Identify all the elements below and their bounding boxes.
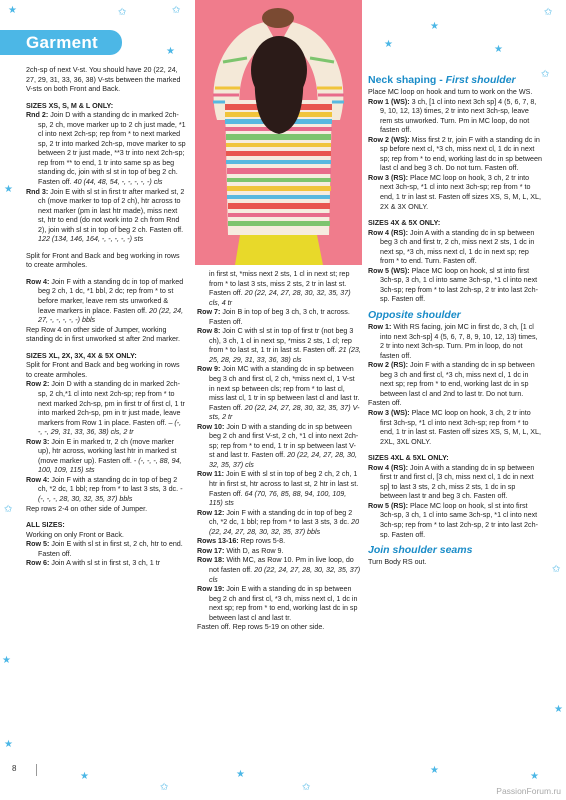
instruction-neck-row-1 [368, 98, 542, 136]
instruction-neck-row-4 [368, 229, 542, 267]
star-icon: ★ [4, 184, 13, 195]
heading-sizes-xs-l: SIZES XS, S, M & L ONLY: [26, 101, 114, 110]
star-icon: ✩ [4, 504, 13, 515]
row-label: Row 7: [197, 308, 221, 317]
star-icon: ★ [430, 21, 439, 32]
star-icon: ★ [430, 765, 439, 776]
instruction-row-6-cont [197, 270, 361, 308]
star-icon: ✩ [160, 782, 169, 793]
paragraph-repeat-row-4: Rep Row 4 on other side of Jumper, working standing dc in first unworked st after 2nd marker. [26, 325, 180, 344]
row-label: Row 9: [197, 365, 221, 374]
row-text: Join A with a standing dc in sp between beg 3 ch and first tr, 2 ch, miss next 2 sts, 1 dc in next sp, *3 ch, miss next cl, 1 dc in next sp; rep from * to end. Turn. Fasten off. [380, 228, 535, 266]
row-text: Join D with a standing dc in sp between beg 2 ch and first V-st, 2 ch, *1 cl into next 2ch-sp; rep from * to end, 1 tr in sp between last V-st and last tr. Fasten off. [209, 422, 359, 460]
heading-sizes-xl-5x: SIZES XL, 2X, 3X, 4X & 5X ONLY: [26, 351, 137, 360]
paragraph-fasten-off: Fasten off. [368, 399, 402, 408]
section-heading-opposite: Opposite shoulder [368, 309, 461, 322]
stitch-count: 20 (22, 24, 27, -, -, -, -, -) bbls [38, 306, 184, 325]
row-label: Row 5 (RS): [368, 501, 409, 510]
row-text: Join D with a standing dc in marked 2ch-sp, 2 ch, move marker up to 2 ch just made, *1 cl into next 2ch-sp; rep from * to next marked sp, 2 tr into marked 2ch-sp, move marker to sp between 2 tr just made, **3 tr into next 2ch-sp; rep from ** to end, 1 tr into same sp as beg standing dc, join with sl st in top of beg 2 ch. Fasten off. [38, 111, 186, 187]
star-icon: ★ [236, 769, 245, 780]
row-label: Row 4 (RS): [368, 228, 409, 237]
star-icon: ✩ [302, 782, 311, 793]
stitch-count: – (-, -, -, 29, 31, 33, 36, 38) cls, 2 tr [38, 418, 182, 437]
jumper-photo [195, 0, 362, 265]
row-text: Join E in marked tr, 2 ch (move marker up), htr across, working last htr in marked st (move marker up). Fasten off. [38, 437, 177, 465]
paragraph-repeat-rows: Rep rows 2-4 on other side of Jumper. [26, 504, 148, 513]
star-icon: ✩ [118, 7, 127, 18]
star-icon: ✩ [544, 7, 553, 18]
row-text: With D, as Row 9. [224, 546, 284, 555]
instruction-rnd-2 [26, 111, 186, 187]
instruction-opp-row-5 [368, 502, 542, 540]
instruction-rnd-3 [26, 188, 186, 245]
section-heading-neck [368, 74, 542, 86]
stitch-count: - (-, -, -, 88, 94, 100, 109, 115) sts [38, 456, 182, 475]
row-text: Place MC loop on hook, 3 ch, 2 tr into next 3ch-sp, *1 cl into next 3ch-sp; rep from * to end, 1 tr in last st. Fasten off sizes XS, S, M, L, XL, 2X & 3X ONLY. [380, 173, 541, 211]
row-label: Row 4: [26, 475, 50, 484]
instruction-rows-13-16 [197, 537, 361, 547]
instruction-row-17 [197, 547, 361, 557]
row-label: Row 18: [197, 556, 225, 565]
heading-sizes-4x-5x: SIZES 4X & 5X ONLY: [368, 219, 441, 228]
star-icon: ★ [80, 771, 89, 782]
instruction-row-4b [26, 476, 186, 505]
row-text: Join B in top of beg 3 ch, 3 ch, tr across. Fasten off. [209, 308, 350, 326]
instruction-row-19 [197, 585, 361, 623]
stitch-count: - (-, -, -, 28, 30, 32, 35, 37) bbls [38, 485, 183, 503]
instruction-opp-row-3 [368, 409, 542, 447]
row-text: With MC, as Row 10. Pm in live loop, do not fasten off. [209, 556, 354, 574]
instruction-row-10 [197, 423, 361, 471]
row-label: Rnd 3: [26, 187, 49, 196]
instruction-neck-row-2 [368, 136, 542, 174]
instruction-row-3 [26, 438, 186, 476]
instruction-row-11 [197, 470, 361, 508]
instruction-row-4 [26, 278, 186, 326]
paragraph-split-2: Split for Front and Back and beg working in rows to create armholes. [26, 361, 180, 379]
row-text: in first st, *miss next 2 sts, 1 cl in next st; rep from * to last 3 sts, miss 2 sts, 2 tr in last st. Fasten off. [209, 270, 350, 298]
row-text: Join E with sl st in first st, 2 ch, htr to end. Fasten off. [38, 540, 183, 558]
star-icon: ★ [4, 739, 13, 750]
star-icon: ★ [530, 771, 539, 782]
instruction-opp-row-4 [368, 464, 542, 502]
section-title: Neck shaping - [368, 74, 446, 86]
row-label: Row 11: [197, 470, 224, 479]
stitch-count: 122 (134, 146, 164, -, -, -, -, -) sts [38, 235, 144, 244]
row-text: Miss first 2 tr, join F with a standing dc in sp before next cl, *3 ch, miss next cl, 1 dc in next sp; rep from * to end, working last dc in sp between last cl and beg 3 ch. Do not turn. Fasten off. [380, 135, 542, 173]
star-icon: ★ [494, 44, 503, 55]
jumper-image [195, 0, 362, 265]
instruction-neck-row-5 [368, 267, 542, 305]
star-icon: ★ [384, 39, 393, 50]
row-text: Join F with a standing dc in top of marked beg 2 ch, 1 dc, *1 bbl, 2 dc; rep from * to st before marker, leave rem sts unworked & leave markers in place. Fasten off. [38, 277, 184, 315]
row-text: Place MC loop on hook, 3 ch, 2 tr into first 3ch-sp, *1 cl into next 3ch-sp; rep from * to end, 1 tr in last st. Fasten off sizes XS, S, M, L, XL, 2XL, 3XL ONLY. [380, 408, 541, 446]
heading-all-sizes: ALL SIZES: [26, 521, 65, 530]
row-label: Row 2 (RS): [368, 361, 409, 370]
row-label: Row 17: [197, 546, 225, 555]
row-text: Join F with a standing dc in top of beg 2 ch, *2 dc, 1 bbl; rep from * to last 3 sts, 3 dc. [209, 508, 353, 527]
row-text: Join E with a standing dc in sp between beg 2 ch and first cl, *3 ch, miss next cl, 1 dc in next sp; rep from * to end, working last dc in sp between last cl and last tr. [209, 585, 358, 622]
star-icon: ★ [8, 5, 17, 16]
row-label: Row 6: [26, 559, 50, 568]
row-label: Row 19: [197, 585, 225, 594]
row-text: Join MC with a standing dc in sp between beg 3 ch and first cl, 2 ch, *miss next cl, 1 V-st in next sp between cls; rep from * to last cl, miss last cl, 1 tr in sp between last cl and last tr. Fasten off. [209, 365, 360, 412]
row-text: Join C with sl st in top of first tr (not beg 3 ch), 3 ch, 1 cl in next sp, *miss 2 sts, 1 cl; rep from * to last st, 1 tr in last st. Fasten off. [209, 327, 354, 355]
section-heading-join: Join shoulder seams [368, 544, 473, 557]
star-icon: ★ [554, 704, 563, 715]
stitch-count: 20 (22, 24, 27, 28, 30, 32, 35, 37) cls [209, 565, 361, 584]
row-text: Join A with sl st in first st, 3 ch, 1 tr [49, 559, 161, 568]
row-label: Row 5 (WS): [368, 266, 410, 275]
row-label: Rows 13-16: [197, 537, 239, 546]
instruction-row-12 [197, 509, 361, 538]
stitch-count: 20 (22, 24, 27, 28, 30, 32, 35, 37) cls, 4 tr [209, 289, 351, 307]
instruction-row-5 [26, 540, 186, 559]
paragraph-working: Working on only Front or Back. [26, 530, 124, 539]
instruction-row-7 [197, 308, 361, 327]
page-number-divider [36, 764, 37, 776]
star-icon: ★ [2, 655, 11, 666]
paragraph-neck-intro: Place MC loop on hook and turn to work on the WS. [368, 88, 533, 96]
instruction-opp-row-1 [368, 323, 542, 361]
row-label: Row 8: [197, 327, 221, 336]
stitch-count: 20 (22, 24, 27, 28, 30, 32, 35, 37) V-sts, 2 tr [209, 403, 360, 422]
column-3 [368, 70, 542, 568]
instruction-row-2 [26, 380, 186, 437]
row-label: Row 2: [26, 380, 50, 389]
stitch-count: 21 (23, 25, 28, 29, 31, 33, 36, 38) cls [209, 346, 361, 364]
star-icon: ✩ [172, 5, 181, 16]
paragraph-intro: 2ch-sp of next V-st. You should have 20 (22, 24, 27, 29, 31, 33, 36, 38) V-sts between the marked V-sts on both Front and Back. [26, 66, 181, 94]
row-text: Place MC loop on hook, sl st into first 3ch-sp, 3 ch, 1 cl into same 3ch-sp, *1 cl into next 3ch-sp; rep from * to last 2ch-sp, 2 tr into last 2ch-sp. Fasten off. [380, 266, 538, 304]
row-label: Row 1 (WS): [368, 97, 410, 106]
row-text: Join E with sl st in top of beg 2 ch, 2 ch, 1 htr in first st, htr across to last st, 2 htr in last st. Fasten off. [209, 470, 359, 498]
row-label: Row 3 (RS): [368, 173, 409, 182]
column-1 [26, 66, 186, 569]
row-text: Join A with a standing dc in sp between first tr and first cl, [3 ch, miss next cl, 1 dc in next sp] to last 3 sts, 2 ch, miss 2 sts, 1 dc in sp between last tr and beg 3 ch. Fasten off. [380, 463, 535, 501]
row-label: Row 12: [197, 508, 225, 517]
row-label: Row 5: [26, 540, 50, 549]
section-subtitle: First shoulder [445, 74, 516, 86]
row-text: 3 ch, [1 cl into next 3ch sp] 4 (5, 6, 7, 8, 9, 10, 12, 13) times, 2 tr into next 3ch-sp, leave rem sts unworked. Turn. Pm in MC loop, do not fasten off. [380, 97, 537, 135]
star-icon: ✩ [552, 564, 561, 575]
row-label: Row 3 (WS): [368, 408, 410, 417]
paragraph-split: Split for Front and Back and beg working in rows to create armholes. [26, 251, 180, 270]
heading-sizes-4xl-5xl: SIZES 4XL & 5XL ONLY: [368, 454, 449, 463]
stitch-count: 20 (22, 24, 27, 28, 30, 32, 35, 37) bbls [209, 518, 360, 536]
page-title: Garment [26, 33, 99, 52]
paragraph-end: Fasten off. Rep rows 5-19 on other side. [197, 623, 325, 632]
row-label: Row 2 (WS): [368, 135, 410, 144]
row-text: Join F with a standing dc in top of beg 2 ch, *2 dc, 1 bbl; rep from * to last 3 sts, 3 dc. [38, 475, 181, 494]
paragraph-join: Turn Body RS out. [368, 558, 427, 567]
row-label: Rnd 2: [26, 111, 49, 120]
instruction-row-18 [197, 556, 361, 585]
row-label: Row 3: [26, 437, 50, 446]
row-text: Place MC loop on hook, sl st into first 3ch-sp, 3 ch, 1 cl into same 3ch-sp, *1 cl into next 3ch-sp; rep from * to last 2ch-sp, 2 tr into last 2ch-sp. Fasten off. [380, 501, 538, 539]
stitch-count: 64 (70, 76, 85, 88, 94, 100, 109, 115) sts [209, 489, 347, 508]
instruction-neck-row-3 [368, 174, 542, 212]
row-text: Rep rows 5-8. [238, 537, 286, 546]
star-icon: ✩ [541, 69, 550, 80]
row-text: Join D with a standing dc in marked 2ch-sp, 2 ch,*1 cl into next 2ch-sp; rep from * to next marked 2ch-sp, pm in first tr of first cl, 1 tr into marked 2ch-sp, pm in tr just made, leave markers from Row 1 in place. Fasten off. [38, 380, 185, 427]
page-number: 8 [12, 764, 17, 773]
row-label: Row 1: [368, 323, 392, 332]
instruction-row-6 [26, 559, 186, 569]
instruction-opp-row-2 [368, 361, 542, 399]
row-label: Row 4 (RS): [368, 463, 409, 472]
watermark: PassionForum.ru [496, 786, 561, 796]
row-text: With RS facing, join MC in first dc, 3 ch, [1 cl into next 3ch-sp] 4 (5, 6, 7, 8, 9, 10, 12, 13) times, 2 tr into next 3ch-sp. Turn. Pm in loop, do not fasten off. [380, 323, 538, 360]
stitch-count: 20 (22, 24, 27, 28, 30, 32, 35, 37) cls [209, 451, 357, 469]
star-icon: ★ [166, 46, 175, 57]
row-label: Row 10: [197, 422, 225, 431]
row-text: Join E with sl st in first tr after marked st, 2 ch (move marker to top of 2 ch), htr across to next marker (pm in last htr made), miss next st, htr to end (do not work into 2 ch from Rnd 2), join with sl st in top of beg 2 ch. Fasten off. [38, 187, 185, 234]
row-text: Join F with a standing dc in sp between beg 3 ch and first cl, *3 ch, miss next cl, 1 dc in next sp; rep from * to end, working last dc in sp between last cl and 2nd to last tr. Do not turn. [380, 361, 535, 398]
instruction-row-8 [197, 327, 361, 365]
column-2 [197, 270, 361, 640]
stitch-count: 40 (44, 48, 54, -, -, -, -, -) cls [73, 178, 163, 187]
row-label: Row 4: [26, 277, 50, 286]
instruction-row-9 [197, 365, 361, 422]
